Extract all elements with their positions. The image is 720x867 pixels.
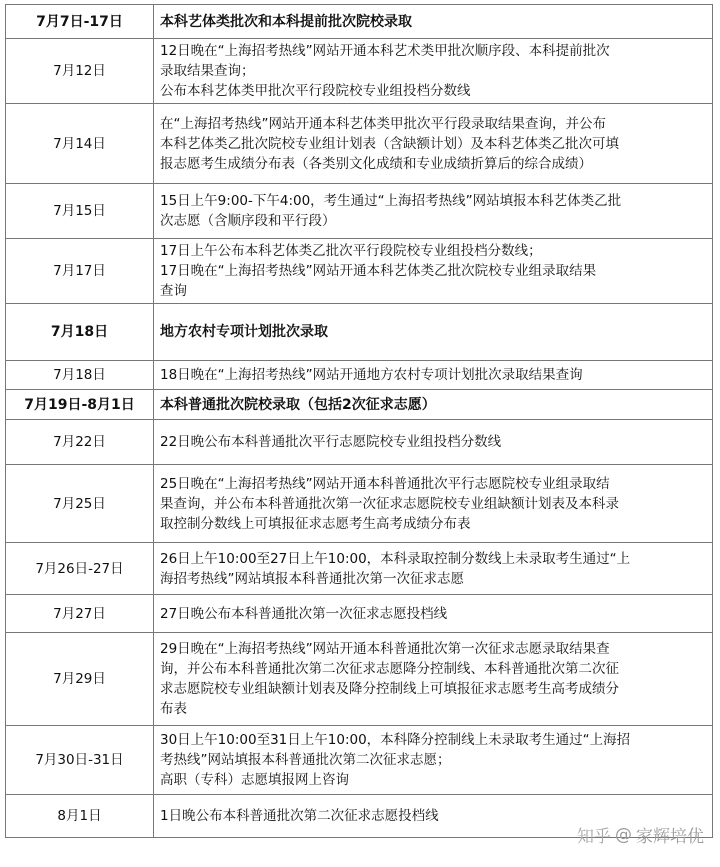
section-date-range: 7月19日-8月1日 [6, 390, 154, 420]
row-date: 8月1日 [6, 795, 154, 838]
description-line: 本科艺体类乙批次院校专业组计划表（含缺额计划）及本科艺体类乙批次可填 [160, 135, 619, 152]
description-line: 1日晚公布本科普通批次第二次征求志愿投档线 [160, 808, 439, 824]
schedule-row [6, 39, 713, 104]
schedule-row [6, 726, 713, 795]
description-line: 询，并公布本科普通批次第二次征求志愿降分控制线、本科普通批次第二次征 [160, 661, 619, 677]
row-date: 7月15日 [6, 184, 154, 239]
schedule-row [6, 184, 713, 239]
description-line: 29日晚在“上海招考热线”网站开通本科普通批次第一次征求志愿录取结果查 [160, 641, 610, 657]
description-line: 在“上海招考热线”网站开通本科艺体类甲批次平行段录取结果查询，并公布 [160, 115, 606, 132]
description-line: 18日晚在“上海招考热线”网站开通地方农村专项计划批次录取结果查询 [160, 367, 583, 383]
description-line: 25日晚在“上海招考热线”网站开通本科普通批次平行志愿院校专业组录取结 [160, 475, 610, 492]
row-description [154, 104, 713, 184]
description-line: 查询 [160, 283, 187, 299]
row-description [154, 361, 713, 390]
description-line: 公布本科艺体类甲批次平行段院校专业组投档分数线 [160, 83, 471, 99]
section-title [154, 390, 713, 420]
row-description [154, 239, 713, 304]
row-date: 7月14日 [6, 104, 154, 184]
row-date: 7月26日-27日 [6, 543, 154, 595]
section-date-range: 7月7日-17日 [6, 5, 154, 39]
watermark [577, 822, 704, 847]
description-line: 海招考热线”网站填报本科普通批次第一次征求志愿 [160, 570, 464, 587]
author-name: 家辉培优 [636, 827, 704, 847]
row-date: 7月29日 [6, 633, 154, 726]
description-line: 录取结果查询； [160, 63, 255, 79]
schedule-row [6, 104, 713, 184]
description-line: 17日晚在“上海招考热线”网站开通本科艺体类乙批次院校专业组录取结果 [160, 263, 597, 279]
description-line: 求志愿院校专业组缺额计划表及降分控制线上可填报征求志愿考生高考成绩分 [160, 681, 619, 697]
at-sign: @ [615, 824, 632, 845]
schedule-row [6, 239, 713, 304]
row-date: 7月17日 [6, 239, 154, 304]
section-title [154, 304, 713, 361]
schedule-row [6, 633, 713, 726]
schedule-row [6, 465, 713, 543]
description-line: 地方农村专项计划批次录取 [160, 324, 328, 340]
row-date: 7月18日 [6, 361, 154, 390]
zhihu-logo: 知乎 [577, 827, 611, 847]
description-line: 15日上午9:00-下午4:00，考生通过“上海招考热线”网站填报本科艺体类乙批 [160, 193, 622, 209]
row-description [154, 184, 713, 239]
description-line: 26日上午10:00至27日上午10:00，本科录取控制分数线上未录取考生通过“上 [160, 550, 631, 567]
description-line: 30日上午10:00至31日上午10:00，本科降分控制线上未录取考生通过“上海招 [160, 732, 631, 748]
description-line: 次志愿（含顺序段和平行段） [160, 213, 336, 229]
section-header-row [6, 5, 713, 39]
description-line: 报志愿考生成绩分布表（各类别文化成绩和专业成绩折算后的综合成绩） [160, 155, 592, 172]
description-line: 22日晚公布本科普通批次平行志愿院校专业组投档分数线 [160, 434, 502, 450]
description-line: 本科普通批次院校录取（包括2次征求志愿） [160, 396, 436, 413]
schedule-row [6, 595, 713, 633]
row-description [154, 595, 713, 633]
row-date: 7月27日 [6, 595, 154, 633]
row-description [154, 543, 713, 595]
schedule-row [6, 361, 713, 390]
description-line: 12日晚在“上海招考热线”网站开通本科艺术类甲批次顺序段、本科提前批次 [160, 43, 610, 59]
row-date: 7月12日 [6, 39, 154, 104]
description-line: 考热线”网站填报本科普通批次第二次征求志愿； [160, 752, 451, 768]
row-date: 7月30日-31日 [6, 726, 154, 795]
description-line: 高职（专科）志愿填报网上咨询 [160, 772, 349, 788]
row-date: 7月22日 [6, 420, 154, 465]
row-description [154, 465, 713, 543]
admission-schedule-table [5, 4, 713, 838]
row-description [154, 633, 713, 726]
description-line: 27日晚公布本科普通批次第一次征求志愿投档线 [160, 605, 448, 622]
row-description [154, 39, 713, 104]
section-header-row [6, 304, 713, 361]
description-line: 布表 [160, 701, 187, 717]
row-date: 7月25日 [6, 465, 154, 543]
description-line: 取控制分数线上可填报征求志愿考生高考成绩分布表 [160, 515, 471, 532]
description-line: 本科艺体类批次和本科提前批次院校录取 [160, 13, 412, 30]
section-header-row [6, 390, 713, 420]
section-title [154, 5, 713, 39]
schedule-row [6, 420, 713, 465]
row-description [154, 420, 713, 465]
description-line: 17日上午公布本科艺体类乙批次平行段院校专业组投档分数线； [160, 243, 542, 259]
row-description [154, 726, 713, 795]
section-date-range: 7月18日 [6, 304, 154, 361]
description-line: 果查询，并公布本科普通批次第一次征求志愿院校专业组缺额计划表及本科录 [160, 495, 619, 512]
schedule-row [6, 543, 713, 595]
